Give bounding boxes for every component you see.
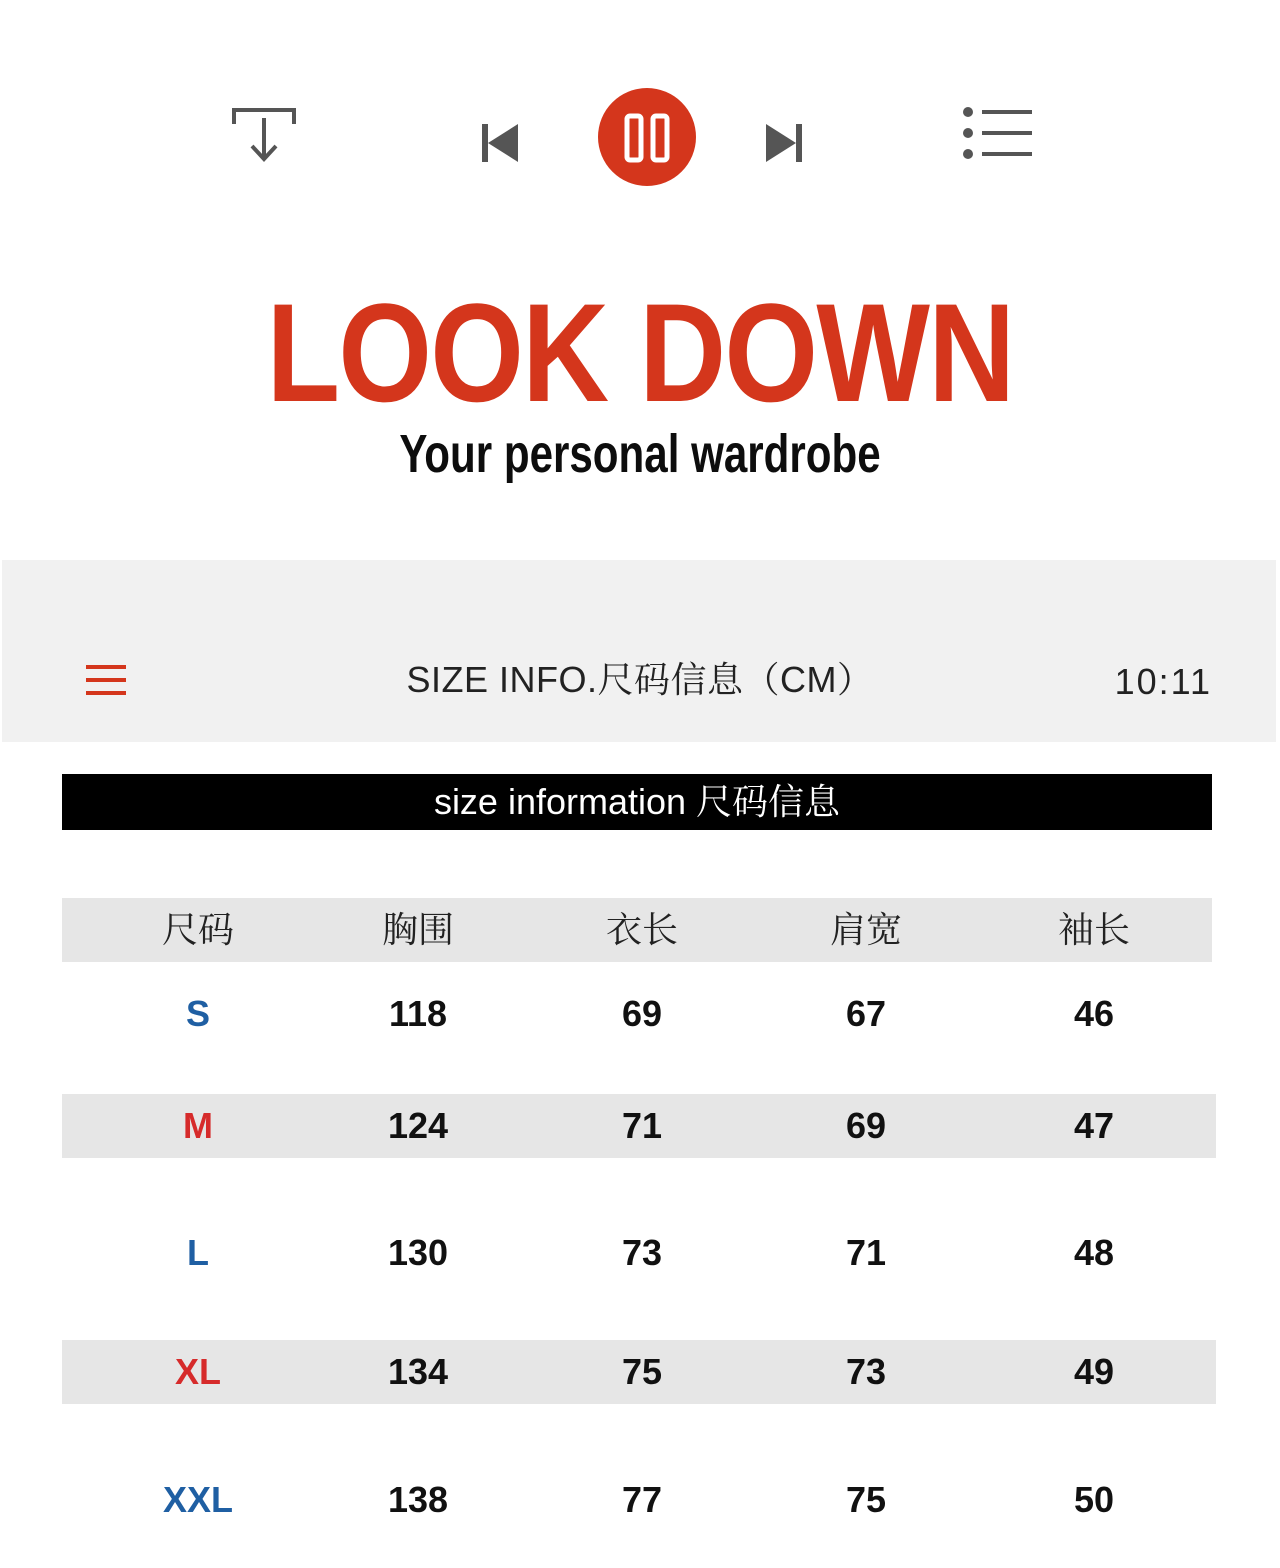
table-row (62, 1094, 1216, 1158)
shoulder-value: 67 (845, 993, 887, 1034)
shoulder-value: 71 (845, 1232, 887, 1273)
app-bar (2, 560, 1276, 742)
chest-value: 138 (387, 1479, 449, 1520)
column-header-shoulder: 肩宽 (829, 909, 902, 950)
length-value: 71 (621, 1105, 663, 1146)
column-header-chest: 胸围 (381, 909, 454, 950)
table-row (62, 982, 1216, 1046)
app-title: SIZE INFO.尺码信息（CM） (406, 659, 874, 700)
table-row (62, 1221, 1216, 1285)
playlist-button[interactable] (956, 102, 1040, 164)
pause-icon (598, 88, 696, 186)
sleeve-value: 47 (1073, 1105, 1115, 1146)
size-label: S (185, 993, 210, 1034)
size-label: M (183, 1105, 213, 1146)
playlist-icon (956, 102, 1040, 164)
next-icon (760, 118, 810, 168)
table-header (62, 898, 1212, 962)
clock: 10:11 (1114, 661, 1212, 702)
sleeve-value: 49 (1073, 1351, 1115, 1392)
column-header-sleeve: 袖长 (1057, 909, 1130, 950)
chest-value: 130 (387, 1232, 449, 1273)
size-label: XL (174, 1351, 221, 1392)
length-value: 75 (621, 1351, 663, 1392)
download-icon (226, 102, 302, 168)
table-row (62, 1468, 1216, 1532)
section-title: size information 尺码信息 (62, 774, 1212, 830)
shoulder-value: 73 (845, 1351, 887, 1392)
length-value: 69 (621, 993, 663, 1034)
hamburger-menu-icon (84, 662, 130, 698)
download-button[interactable] (226, 102, 302, 168)
brand-title: LOOK DOWN (266, 274, 1014, 431)
next-button[interactable] (760, 118, 810, 168)
size-label: XXL (162, 1479, 233, 1520)
sleeve-value: 50 (1073, 1479, 1115, 1520)
sleeve-value: 46 (1073, 993, 1115, 1034)
chest-value: 134 (387, 1351, 449, 1392)
table-row (62, 1340, 1216, 1404)
menu-button[interactable] (84, 662, 130, 698)
brand-subtitle: Your personal wardrobe (399, 424, 881, 484)
chest-value: 118 (388, 993, 448, 1034)
shoulder-value: 69 (845, 1105, 887, 1146)
length-value: 77 (621, 1479, 663, 1520)
column-header-size: 尺码 (161, 909, 234, 950)
length-value: 73 (621, 1232, 663, 1273)
chest-value: 124 (387, 1105, 449, 1146)
sleeve-value: 48 (1073, 1232, 1115, 1273)
previous-icon (474, 118, 524, 168)
previous-button[interactable] (474, 118, 524, 168)
shoulder-value: 75 (845, 1479, 887, 1520)
size-label: L (187, 1232, 209, 1273)
column-header-length: 衣长 (605, 909, 678, 950)
pause-button[interactable] (598, 88, 696, 186)
